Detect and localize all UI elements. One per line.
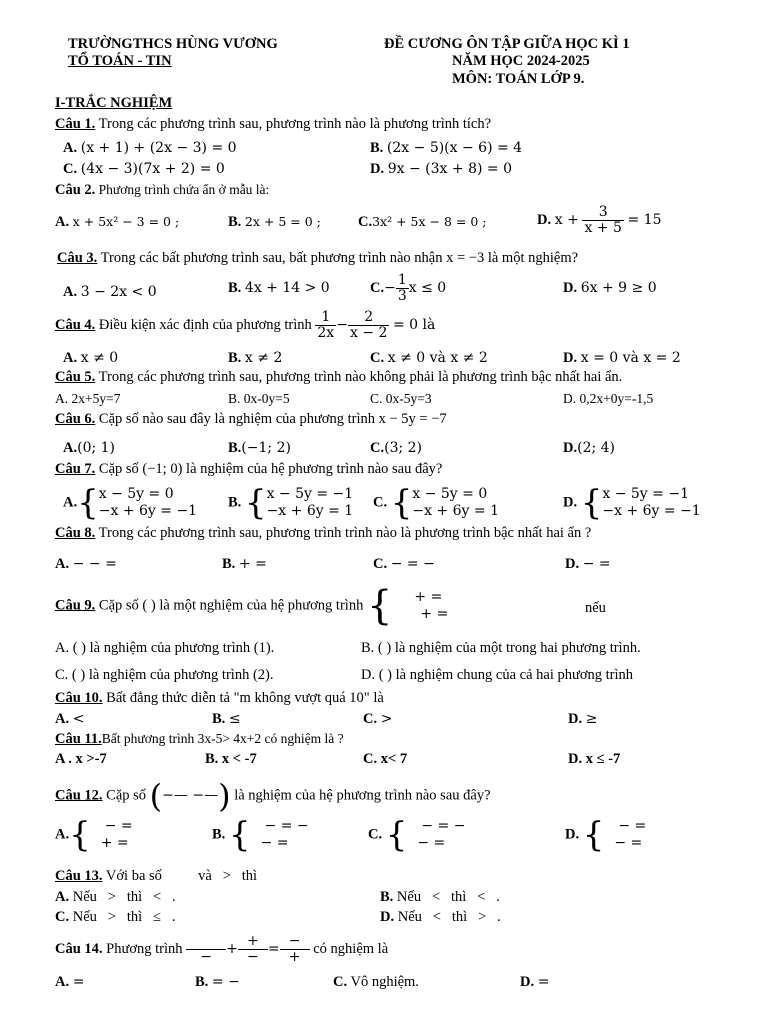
q13-option-c: C. Nếu > thì ≤ .	[55, 909, 176, 925]
q14-option-d: D. =	[520, 974, 550, 990]
question-label: Câu 9.	[55, 597, 96, 614]
q10-option-d: D. ≥	[568, 711, 598, 727]
question-label: Câu 7.	[55, 461, 96, 477]
q11-option-c: C. x< 7	[363, 751, 408, 767]
question-label: Câu 5.	[55, 369, 96, 385]
question-11	[55, 731, 344, 748]
q2-option-c: C.3x² + 5x − 8 = 0 ;	[358, 214, 487, 230]
question-13	[55, 868, 257, 885]
question-text: Cặp số	[102, 787, 147, 804]
q2-option-a: A. x + 5x² − 3 = 0 ;	[55, 214, 180, 230]
q6-option-a: A.(0; 1)	[63, 440, 116, 456]
question-text: Cặp số (−1; 0) là nghiệm của hệ phương trình nào sau đây?	[95, 461, 443, 477]
question-2	[55, 182, 269, 199]
question-text: Cặp số nào sau đây là nghiệm của phương trình x − 5y = −7	[95, 411, 447, 427]
question-text: Trong các phương trình sau, phương trình nào không phải là phương trình bậc nhất hai ẩn.	[95, 369, 623, 385]
question-text: Trong các phương trình sau, phương trình trình nào là phương trình bậc nhất hai ẩn ?	[95, 525, 592, 541]
q4-option-b: B. x ≠ 2	[228, 350, 283, 366]
q3-option-a: A. 3 − 2x < 0	[63, 284, 157, 300]
q9-tail: nếu	[585, 600, 606, 616]
q5-option-d: D. 0,2x+0y=-1,5	[563, 391, 654, 406]
q6-option-d: D.(2; 4)	[563, 440, 616, 456]
q8-option-c: C. − = −	[373, 556, 435, 572]
question-text: Trong các phương trình sau, phương trình nào là phương trình tích?	[95, 116, 492, 132]
q13-option-d: D. Nếu < thì > .	[380, 909, 501, 925]
q3-option-c: C.− $\frac{1}{3}$ x ≤ 0	[370, 272, 447, 305]
q4-option-d: D. x = 0 và x = 2	[563, 350, 681, 366]
q4-option-c: C. x ≠ 0 và x ≠ 2	[370, 350, 488, 366]
q8-option-d: D. − =	[565, 556, 611, 572]
q6-option-b: B.(−1; 2)	[228, 440, 291, 456]
q10-option-b: B. ≤	[212, 711, 241, 727]
q12-option-c: C. { − = − − =	[368, 815, 466, 855]
q9-option-b: B. ( ) là nghiệm của một trong hai phương trình.	[361, 640, 641, 656]
question-6	[55, 411, 447, 428]
q14-option-b: B. = −	[195, 974, 240, 990]
q7-option-c: C. { x − 5y = 0 −x + 6y = 1	[373, 483, 499, 523]
school-year: NĂM HỌC 2024-2025	[452, 53, 590, 69]
question-8	[55, 525, 591, 542]
q7-option-b: B. { x − 5y = −1 −x + 6y = 1	[228, 483, 354, 523]
q1-option-d: D. 9x − (3x + 8) = 0	[370, 161, 512, 177]
question-text: Bất phương trình 3x-5> 4x+2 có nghiệm là ?	[101, 731, 344, 746]
q11-option-a: A . x >-7	[55, 751, 107, 767]
q5-option-b: B. 0x-0y=5	[228, 391, 290, 406]
department: TỔ TOÁN - TIN	[68, 53, 172, 69]
question-label: Câu 4.	[55, 317, 96, 334]
question-text: Với ba số và > thì	[102, 868, 258, 884]
question-label: Câu 10.	[55, 690, 103, 706]
question-10	[55, 690, 384, 707]
question-label: Câu 8.	[55, 525, 96, 541]
question-9: Câu 9. Cặp số ( ) là một nghiệm của hệ phương trình { + = + =	[55, 583, 449, 629]
q9-option-a: A. ( ) là nghiệm của phương trình (1).	[55, 640, 275, 656]
q3-option-d: D. 6x + 9 ≥ 0	[563, 280, 657, 296]
q7-option-a: A.{ x − 5y = 0 −x + 6y = −1	[63, 483, 198, 523]
question-label: Câu 6.	[55, 411, 96, 427]
question-text: Cặp số ( ) là một nghiệm của hệ phương trình	[95, 597, 364, 614]
q12-option-a: A.{ − = + =	[55, 815, 133, 855]
q1-option-a: A. (x + 1) + (2x − 3) = 0	[63, 140, 237, 156]
q5-option-c: C. 0x-5y=3	[370, 391, 432, 406]
q9-option-c: C. ( ) là nghiệm của phương trình (2).	[55, 667, 274, 683]
q14-option-a: A. =	[55, 974, 85, 990]
q1-option-c: C. (4x − 3)(7x + 2) = 0	[63, 161, 225, 177]
section-title: I-TRẮC NGHIỆM	[55, 95, 173, 111]
q9-option-d: D. ( ) là nghiệm chung của cả hai phương trình	[361, 667, 634, 683]
question-5	[55, 369, 622, 386]
q11-option-b: B. x < -7	[205, 751, 257, 767]
q14-option-c: C. Vô nghiệm.	[333, 974, 419, 990]
question-label: Câu 12.	[55, 787, 103, 804]
q4-option-a: A. x ≠ 0	[63, 350, 119, 366]
question-label: Câu 3.	[57, 250, 98, 266]
question-3	[57, 250, 578, 267]
q8-option-b: B. + =	[222, 556, 267, 572]
document-title: ĐỀ CƯƠNG ÔN TẬP GIỮA HỌC KÌ 1	[384, 36, 630, 52]
q13-option-b: B. Nếu < thì < .	[380, 889, 500, 905]
question-text: Điều kiện xác định của phương trình	[95, 317, 316, 334]
question-14: Câu 14. Phương trình − + $\frac{+}{-}$ = $\frac{-}{+}$ có nghiệm là	[55, 933, 389, 966]
q11-option-d: D. x ≤ -7	[568, 751, 621, 767]
question-text: Phương trình	[102, 941, 183, 958]
q2-option-b: B. 2x + 5 = 0 ;	[228, 214, 321, 230]
q10-option-a: A. <	[55, 711, 85, 727]
question-text: Bất đẳng thức diễn tả "m không vượt quá 10" là	[102, 690, 384, 706]
q7-option-d: D. { x − 5y = −1 −x + 6y = −1	[563, 483, 701, 523]
q8-option-a: A. − − =	[55, 556, 117, 572]
q1-option-b: B. (2x − 5)(x − 6) = 4	[370, 140, 523, 156]
question-12: Câu 12. Cặp số (−— −—) là nghiệm của hệ phương trình nào sau đây?	[55, 777, 491, 815]
question-label: Câu 1.	[55, 116, 96, 132]
q12-option-b: B. { − = − − =	[212, 815, 309, 855]
question-text: Trong các bất phương trình sau, bất phương trình nào nhận x = −3 là một nghiệm?	[97, 250, 579, 266]
question-label: Câu 11.	[55, 731, 102, 747]
question-label: Câu 2.	[55, 182, 96, 198]
question-4: Câu 4. Điều kiện xác định của phương trình $\frac{1}{2x}$ − $\frac{2}{x - 2}$ = 0 là	[55, 309, 436, 342]
q13-option-a: A. Nếu > thì < .	[55, 889, 176, 905]
q5-option-a: A. 2x+5y=7	[55, 391, 121, 406]
q3-option-b: B. 4x + 14 > 0	[228, 280, 330, 296]
question-label: Câu 14.	[55, 941, 103, 958]
q2-option-d: D. x + $\frac{3}{x + 5}$ = 15	[537, 204, 662, 237]
school-name: TRƯỜNGTHCS HÙNG VƯƠNG	[68, 36, 278, 52]
q12-option-d: D. { − = − =	[565, 815, 647, 855]
question-label: Câu 13.	[55, 868, 103, 884]
question-1	[55, 116, 491, 133]
q6-option-c: C.(3; 2)	[370, 440, 423, 456]
subject: MÔN: TOÁN LỚP 9.	[452, 71, 585, 87]
question-7	[55, 461, 442, 478]
q10-option-c: C. >	[363, 711, 393, 727]
question-text: Phương trình chứa ẩn ở mẫu là:	[95, 182, 270, 197]
